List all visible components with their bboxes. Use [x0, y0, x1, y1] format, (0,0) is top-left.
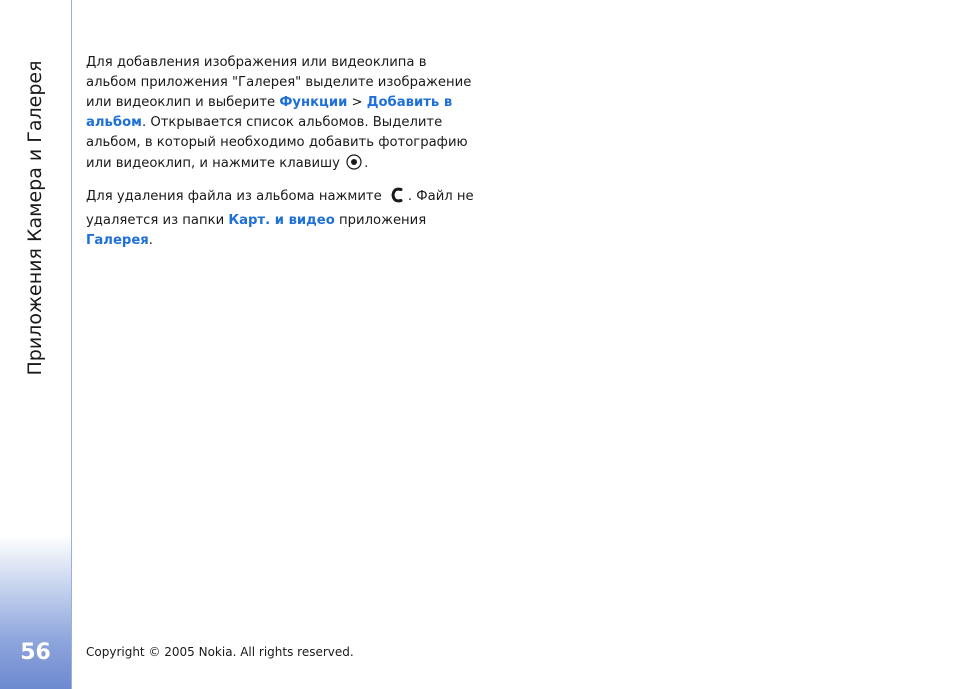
para2-text1: Для удаления файла из альбома нажмите	[86, 189, 386, 204]
para1-text1: Для добавления изображения или видеоклипа в альбом приложения "Галерея" выделите изображение или видеоклип и выберите	[86, 55, 472, 110]
copyright-footer: Copyright © 2005 Nokia. All rights reserved.	[86, 645, 354, 659]
add-to-album-link: Добавить в альбом	[86, 95, 453, 130]
para2-text3: приложения	[334, 213, 427, 228]
para1-separator: >	[347, 95, 367, 110]
para1-text3: .	[364, 156, 369, 171]
clear-key-icon	[386, 186, 408, 211]
sidebar	[0, 0, 72, 689]
images-and-video-link: Карт. и видео	[228, 213, 335, 228]
joystick-select-icon	[344, 153, 364, 178]
options-link: Функции	[279, 95, 348, 110]
main-content	[86, 53, 476, 259]
para1-text2: . Открывается список альбомов. Выделите альбом, в который необходимо добавить фотографию или видеоклип, и нажмите клавишу	[86, 115, 468, 171]
para2-text2: . Файл не удаляется из папки	[86, 189, 474, 228]
gallery-link: Галерея	[86, 233, 149, 248]
paragraph-add-to-album	[86, 53, 476, 178]
paragraph-remove-from-album	[86, 186, 476, 251]
section-title-text: Приложения Камера и Галерея	[24, 60, 46, 376]
para2-text4: .	[148, 233, 153, 248]
page-number: 56	[20, 640, 51, 665]
